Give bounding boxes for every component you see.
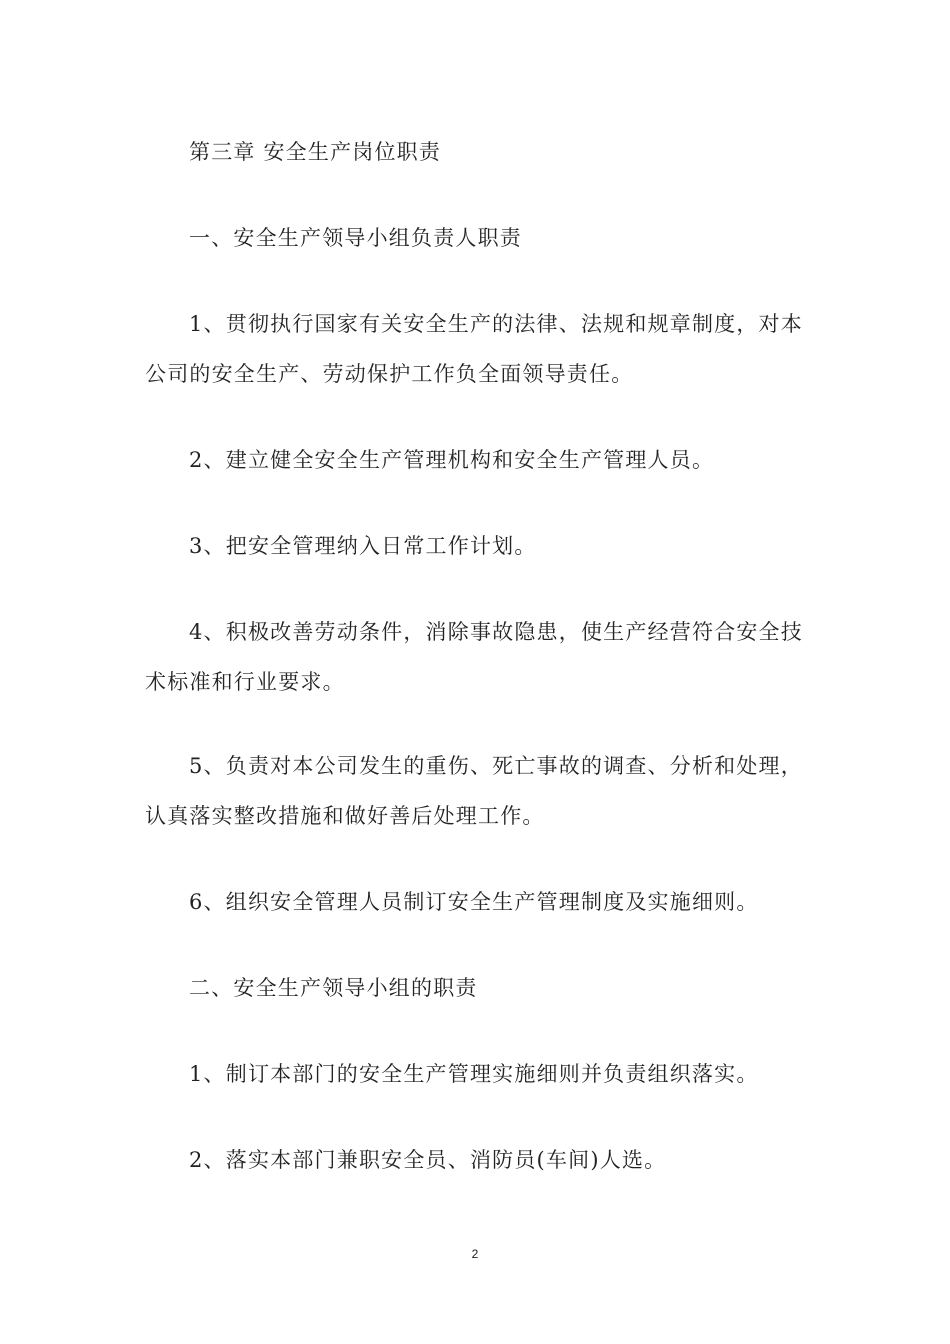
section-1-item-6: 6、组织安全管理人员制订安全生产管理制度及实施细则。: [189, 890, 759, 914]
page-number: 2: [471, 1247, 479, 1261]
section-1-item-3: 3、把安全管理纳入日常工作计划。: [189, 534, 537, 558]
section-2-item-1: 1、制订本部门的安全生产管理实施细则并负责组织落实。: [189, 1062, 759, 1086]
section-1-item-4: 4、积极改善劳动条件，消除事故隐患，使生产经营符合安全技术标准和行业要求。: [145, 620, 803, 694]
section-1-item-5: 5、负责对本公司发生的重伤、死亡事故的调查、分析和处理，认真落实整改措施和做好善后处理工作。: [145, 754, 803, 828]
section-1-item-2: 2、建立健全安全生产管理机构和安全生产管理人员。: [189, 448, 715, 472]
section-heading-1: 一、安全生产领导小组负责人职责: [189, 226, 522, 250]
section-1-item-1: 1、贯彻执行国家有关安全生产的法律、法规和规章制度，对本公司的安全生产、劳动保护工作负全面领导责任。: [145, 312, 803, 386]
chapter-title: 第三章 安全生产岗位职责: [189, 140, 442, 164]
section-heading-2: 二、安全生产领导小组的职责: [189, 976, 478, 1000]
section-2-item-2: 2、落实本部门兼职安全员、消防员(车间)人选。: [189, 1148, 667, 1172]
